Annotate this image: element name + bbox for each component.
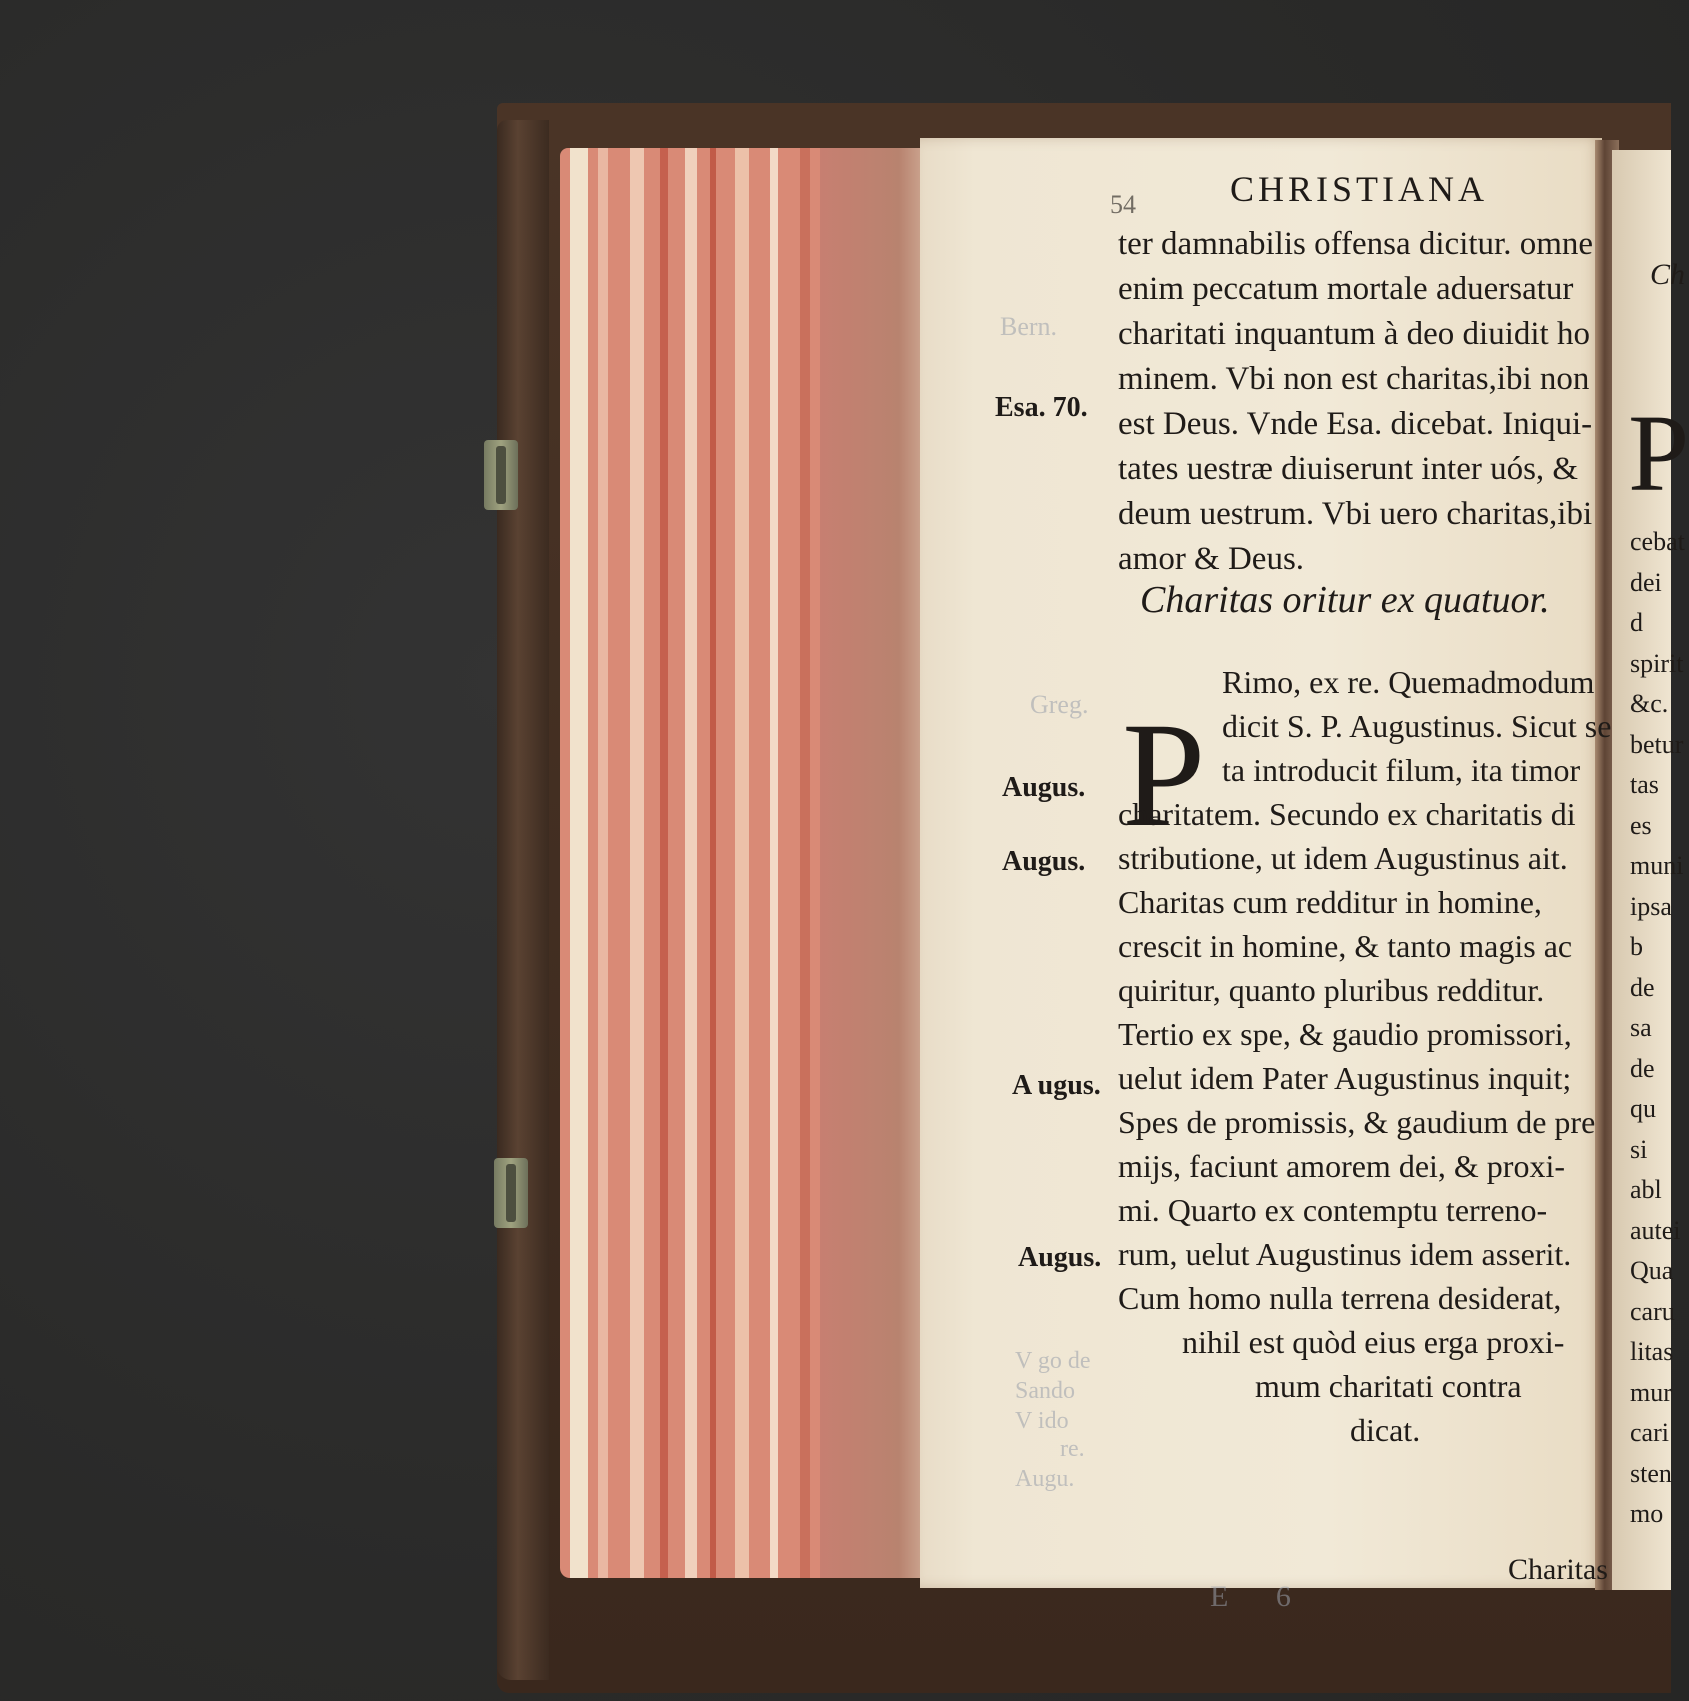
text-line: uelut idem Pater Augustinus inquit;: [1118, 1060, 1572, 1096]
text-line: Tertio ex spe, & gaudio promissori,: [1118, 1016, 1572, 1052]
text-line: nihil est quòd eius erga proxi-: [1182, 1324, 1565, 1360]
text-line: stributione, ut idem Augustinus ait.: [1118, 840, 1568, 876]
text-line: crescit in homine, & tanto magis ac: [1118, 928, 1573, 964]
clasp-lower-icon: [494, 1158, 528, 1228]
text-line: ipsa b: [1630, 891, 1672, 961]
folio-mark: 54: [1110, 190, 1136, 219]
text-line: ta introducit filum, ita timor: [1222, 752, 1581, 788]
text-line: autei: [1630, 1215, 1681, 1245]
text-line: Cum homo nulla terrena desiderat,: [1118, 1280, 1562, 1316]
margin-note-esa: Esa. 70.: [995, 392, 1088, 423]
text-line: litas: [1630, 1337, 1674, 1366]
bleed-margin-6: re.: [1060, 1436, 1085, 1462]
text-line: mijs, faciunt amorem dei, & proxi-: [1118, 1148, 1565, 1184]
bleed-margin-3: V go de: [1015, 1348, 1091, 1374]
section-heading: Charitas oritur ex quatuor.: [1140, 579, 1550, 621]
bleed-signature: E 6: [1210, 1580, 1311, 1613]
text-line: mum charitati contra: [1255, 1368, 1522, 1404]
text-line: cebat: [1630, 527, 1685, 556]
margin-note-augus-2: Augus.: [1002, 846, 1086, 877]
margin-note-augus-4: Augus.: [1018, 1242, 1102, 1273]
text-line: enim peccatum mortale aduersatur: [1118, 271, 1574, 307]
text-line: dei d: [1630, 567, 1662, 637]
text-line: Qua: [1630, 1256, 1674, 1285]
text-line: mur: [1630, 1377, 1672, 1407]
text-line: est Deus. Vnde Esa. dicebat. Iniqui-: [1118, 406, 1593, 442]
drop-capital: P: [1122, 692, 1206, 858]
next-page-header-fragment: Ch: [1650, 258, 1686, 291]
text-line: amor & Deus.: [1118, 541, 1305, 577]
text-line: tates uestræ diuiserunt inter uós, &: [1118, 451, 1579, 487]
next-page-drop-capital: P: [1628, 392, 1689, 514]
bleed-margin-1: Bern.: [1000, 312, 1058, 341]
text-line: Charitas cum redditur in homine,: [1118, 884, 1542, 920]
margin-note-augus-1: Augus.: [1002, 772, 1086, 803]
text-line: charitati inquantum à deo diuidit ho: [1118, 316, 1590, 352]
text-line: mi. Quarto ex contemptu terreno-: [1118, 1192, 1548, 1228]
text-line: spirit: [1630, 648, 1684, 678]
text-line: Rimo, ex re. Quemadmodum: [1222, 664, 1595, 700]
text-line: betur: [1630, 729, 1684, 759]
text-line: dicit S. P. Augustinus. Sicut se: [1222, 708, 1612, 744]
text-line: mo: [1630, 1499, 1664, 1528]
text-line: caru: [1630, 1296, 1675, 1326]
text-line: cari: [1630, 1418, 1669, 1447]
body-paragraph: [1118, 792, 1595, 1320]
text-line: minem. Vbi non est charitas,ibi non: [1118, 361, 1590, 397]
next-page-fragments: [1630, 522, 1685, 1535]
text-line: deum uestrum. Vbi uero charitas,ibi: [1118, 496, 1593, 532]
text-line: de sa: [1630, 972, 1655, 1042]
text-line: rum, uelut Augustinus idem asserit.: [1118, 1236, 1572, 1272]
text-line: muni: [1630, 851, 1684, 880]
book-spine-edge: [497, 120, 549, 1680]
text-line: quiritur, quanto pluribus redditur.: [1118, 972, 1545, 1008]
text-line: sten: [1630, 1458, 1672, 1488]
running-header: CHRISTIANA: [1230, 169, 1489, 209]
top-paragraph: [1118, 222, 1598, 582]
text-line: dicat.: [1350, 1412, 1421, 1448]
text-line: de qu: [1630, 1053, 1656, 1123]
text-line: ter damnabilis offensa dicitur. omne: [1118, 226, 1594, 262]
text-line: charitatem. Secundo ex charitatis di: [1118, 796, 1576, 832]
bleed-margin-4: Sando: [1015, 1378, 1075, 1404]
bleed-margin-5: V ido: [1015, 1408, 1069, 1434]
catchword: Charitas: [1508, 1553, 1608, 1586]
text-line: tas es: [1630, 770, 1659, 840]
text-line: &c.: [1630, 689, 1669, 718]
clasp-upper-icon: [484, 440, 518, 510]
bleed-margin-7: Augu.: [1015, 1466, 1075, 1492]
margin-note-augus-3: A ugus.: [1012, 1070, 1101, 1101]
text-line: si abl: [1630, 1134, 1662, 1204]
bleed-margin-2: Greg.: [1030, 690, 1089, 719]
text-line: Spes de promissis, & gaudium de pre: [1118, 1104, 1596, 1140]
